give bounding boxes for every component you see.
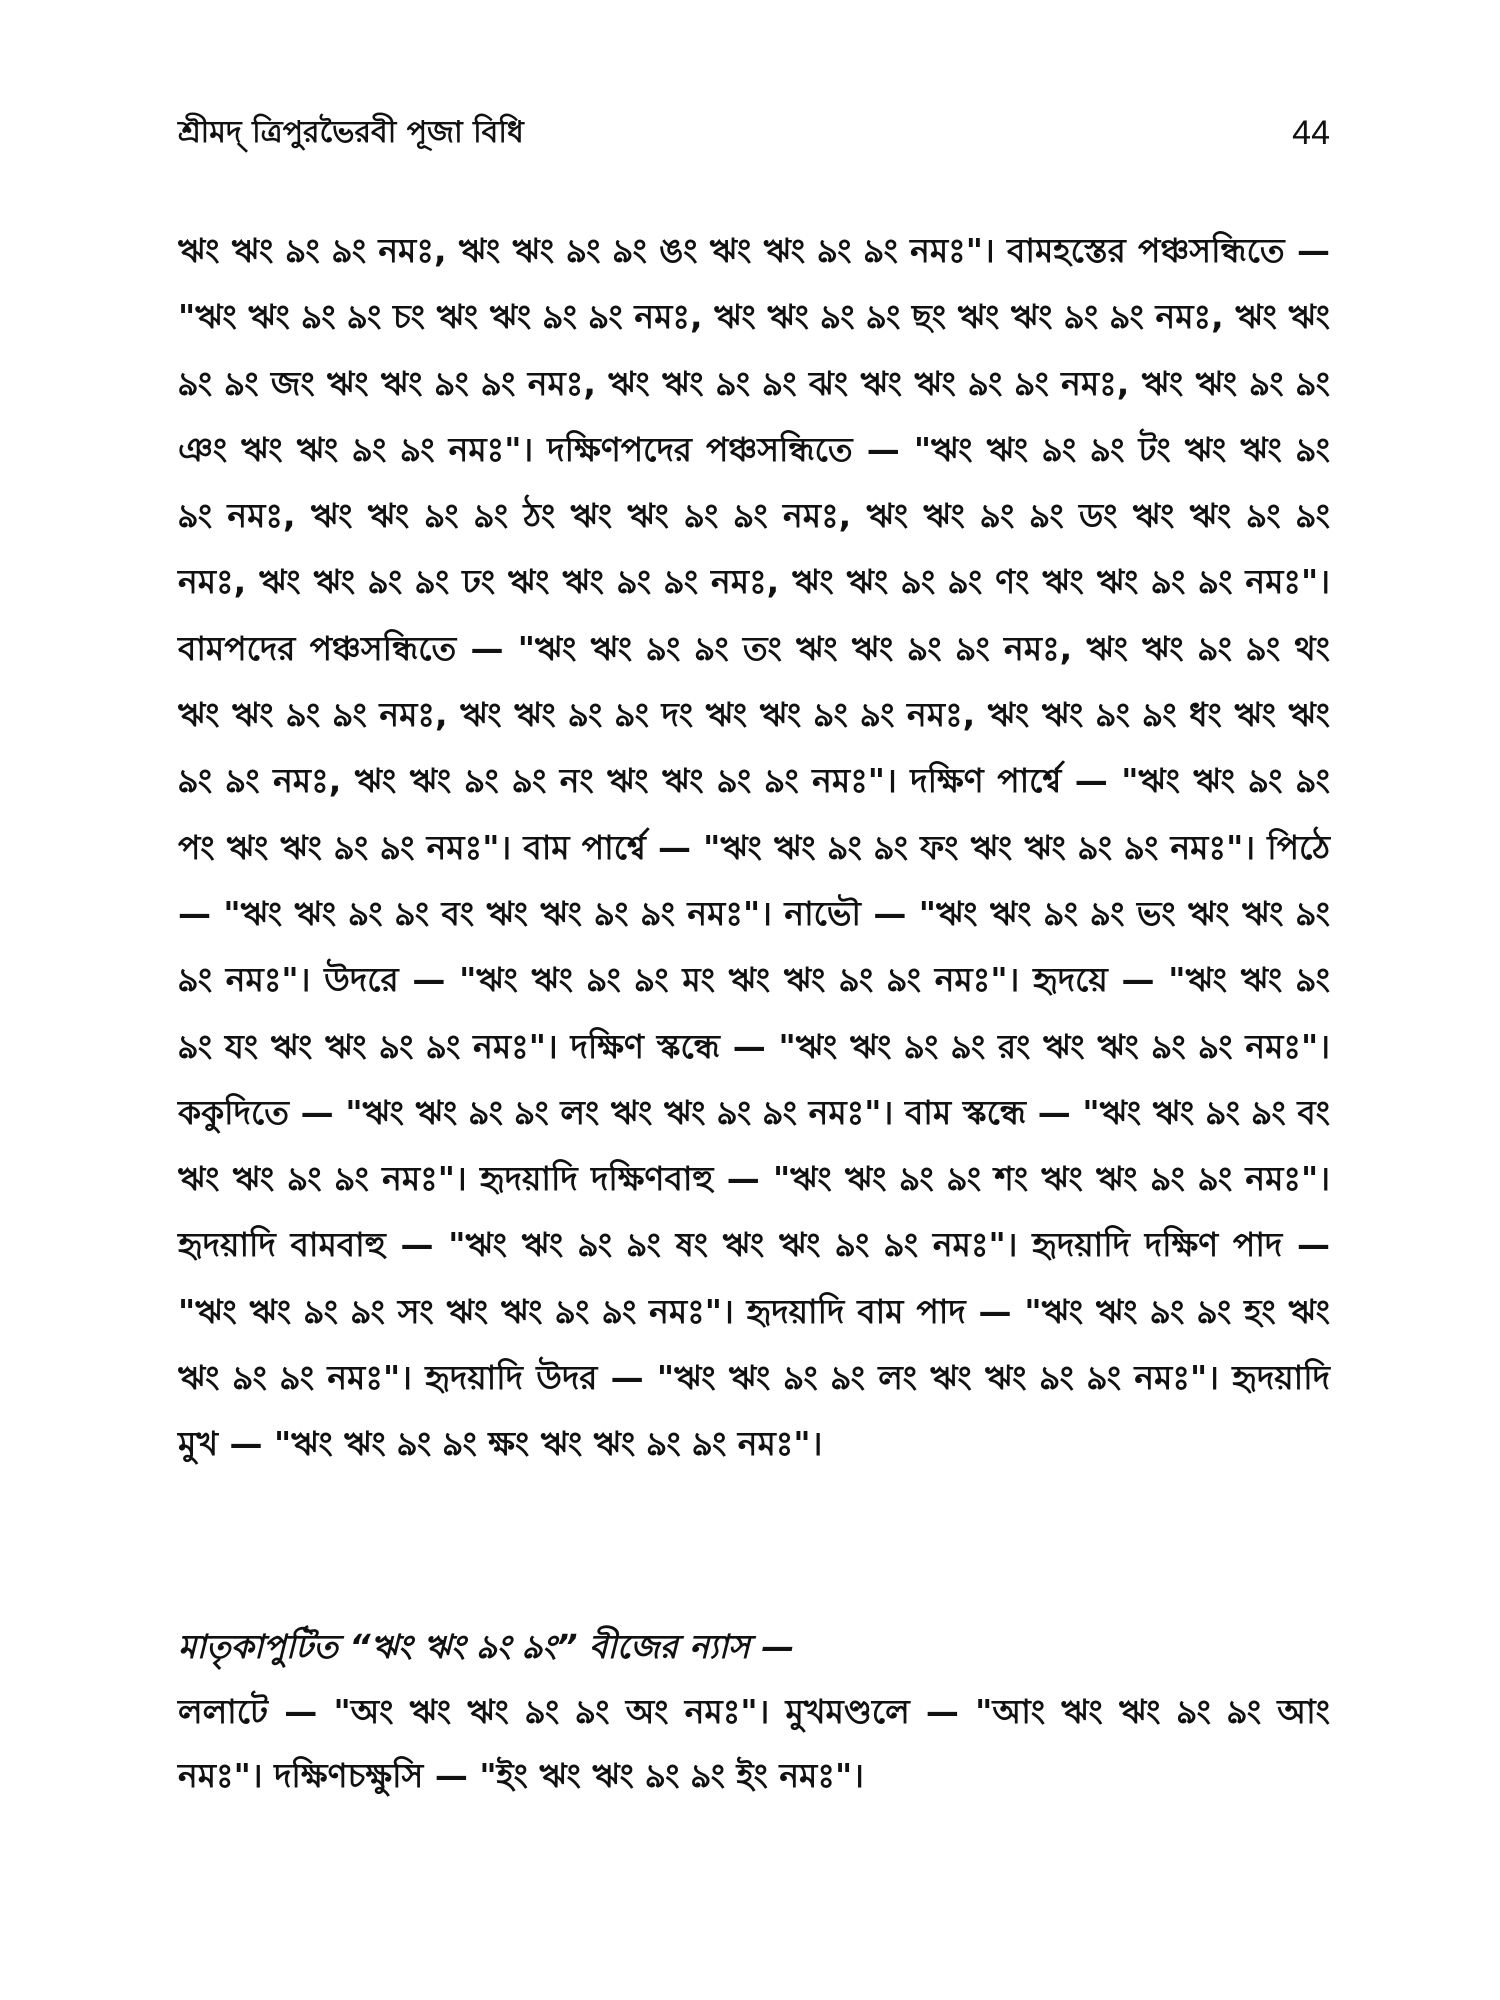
section-heading: মাতৃকাপুটিত “ঋং ঋং ঌং ঌং” বীজের ন্যাস — bbox=[178, 1627, 795, 1666]
book-title: শ্রীমদ্‌ ত্রিপুরভৈরবী পূজা বিধি bbox=[178, 114, 524, 150]
section-paragraph: ললাটে — "অং ঋং ঋং ঌং ঌং অং নমঃ"। মুখমণ্ডলে — "আং ঋং ঋং ঌং ঌং আং নমঃ"। দক্ষিণচক্ষুসি — "ইং ঋং ঋং ঌং ঌং ইং নমঃ"। bbox=[178, 1692, 1330, 1795]
body-paragraph: ঋং ঋং ঌং ঌং নমঃ, ঋং ঋং ঌং ঌং ঙং ঋং ঋং ঌং ঌং নমঃ"। বামহস্তের পঞ্চসন্ধিতে — "ঋং ঋং ঌং ঌং চং ঋং ঋং ঌং ঌং নমঃ, ঋং ঋং ঌং ঌং ছং ঋং ঋং ঌং ঌং নমঃ, ঋং ঋং ঌং ঌং জং ঋং ঋং ঌং ঌং নমঃ, ঋং ঋং ঌং ঌং ঝং ঋং ঋং ঌং ঌং নমঃ, ঋং ঋং ঌং ঌং ঞং ঋং ঋং ঌং ঌং নমঃ"। দক্ষিণপদের পঞ্চসন্ধিতে — "ঋং ঋং ঌং ঌং টং ঋং ঋং ঌং ঌং নমঃ, ঋং ঋং ঌং ঌং ঠং ঋং ঋং ঌং ঌং নমঃ, ঋং ঋং ঌং ঌং ডং ঋং ঋং ঌং ঌং নমঃ, ঋং ঋং ঌং ঌং ঢং ঋং ঋং ঌং ঌং নমঃ, ঋং ঋং ঌং ঌং ণং ঋং ঋং ঌং ঌং নমঃ"। বামপদের পঞ্চসন্ধিতে — "ঋং ঋং ঌং ঌং তং ঋং ঋং ঌং ঌং নমঃ, ঋং ঋং ঌং ঌং থং ঋং ঋং ঌং ঌং নমঃ, ঋং ঋং ঌং ঌং দং ঋং ঋং ঌং ঌং নমঃ, ঋং ঋং ঌং ঌং ধং ঋং ঋং ঌং ঌং নমঃ, ঋং ঋং ঌং ঌং নং ঋং ঋং ঌং ঌং নমঃ"। দক্ষিণ পার্শ্বে — "ঋং ঋং ঌং ঌং পং ঋং ঋং ঌং ঌং নমঃ"। বাম পার্শ্বে — "ঋং ঋং ঌং ঌং ফং ঋং ঋং ঌং ঌং নমঃ"। পিঠে — "ঋং ঋং ঌং ঌং বং ঋং ঋং ঌং ঌং নমঃ"। নাভৌ — "ঋং ঋং ঌং ঌং ভং ঋং ঋং ঌং ঌং নমঃ"। উদরে — "ঋং ঋং ঌং ঌং মং ঋং ঋং ঌং ঌং নমঃ"। হৃদয়ে — "ঋং ঋং ঌং ঌং যং ঋং ঋং ঌং ঌং নমঃ"। দক্ষিণ স্কন্ধে — "ঋং ঋং ঌং ঌং রং ঋং ঋং ঌং ঌং নমঃ"। ককুদিতে — "ঋং ঋং ঌং ঌং লং ঋং ঋং ঌং ঌং নমঃ"। বাম স্কন্ধে — "ঋং ঋং ঌং ঌং বং ঋং ঋং ঌং ঌং নমঃ"। হৃদয়াদি দক্ষিণবাহু — "ঋং ঋং ঌং ঌং শং ঋং ঋং ঌং ঌং নমঃ"। হৃদয়াদি বামবাহু — "ঋং ঋং ঌং ঌং ষং ঋং ঋং ঌং ঌং নমঃ"। হৃদয়াদি দক্ষিণ পাদ — "ঋং ঋং ঌং ঌং সং ঋং ঋং ঌং ঌং নমঃ"। হৃদয়াদি বাম পাদ — "ঋং ঋং ঌং ঌং হং ঋং ঋং ঌং ঌং নমঃ"। হৃদয়াদি উদর — "ঋং ঋং ঌং ঌং লং ঋং ঋং ঌং ঌং নমঃ"। হৃদয়াদি মুখ — "ঋং ঋং ঌং ঌং ক্ষং ঋং ঋং ঌং ঌং নমঃ"। bbox=[178, 231, 1330, 1464]
page-number: 44 bbox=[1292, 113, 1330, 152]
running-header bbox=[178, 108, 1330, 158]
nyasa-section bbox=[178, 1614, 1330, 1808]
